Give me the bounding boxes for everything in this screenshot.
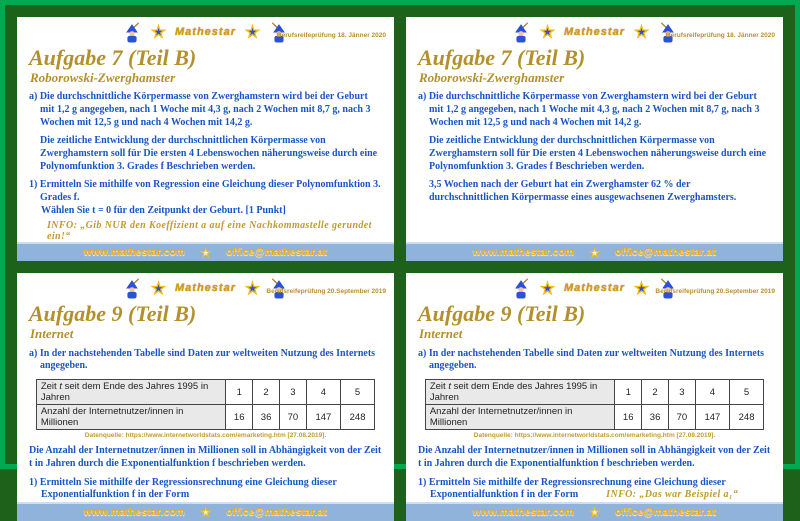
table-cell: 1 [615,380,642,405]
task-question [29,179,382,217]
question-line1: 1) Ermitteln Sie mithilfe der Regressionsrechnung eine Gleichung dieser [29,476,337,488]
table-cell: 248 [340,405,374,430]
table-cell: 2 [642,380,669,405]
question-line2: Wählen Sie t = 0 für den Zeitpunkt der Geburt. [1 Punkt] [41,204,286,216]
task-intro: a) In der nachstehenden Tabelle sind Daten zur weltweiten Nutzung des Internets angegeben. [29,347,376,372]
table-cell: 5 [729,380,763,405]
table-cell: 70 [280,405,307,430]
table-cell: 3 [280,380,307,405]
task-description: Die zeitliche Entwicklung der durchschnittlichen Körpermasse von Zwerghamstern soll für Die ersten 4 Lebenswochen näherungsweise durch eine Polynomfunktion 3. Grades f Beschrieben werden. [429,135,767,172]
table-cell: 36 [253,405,280,430]
table-cell: 16 [615,405,642,430]
star-icon [588,246,601,259]
table-cell: 1 [226,380,253,405]
email-link[interactable]: office@mathestar.at [226,506,328,518]
star-icon [244,280,261,297]
card-subtitle: Roborowski-Zwerghamster [419,70,565,85]
table-cell: 4 [695,380,729,405]
website-link[interactable]: www.mathestar.com [83,506,186,518]
table-cell: 3 [669,380,696,405]
star-icon [633,280,650,297]
star-icon [150,24,167,41]
star-icon [539,24,556,41]
card-title: Aufgabe 9 (Teil B) [418,301,586,327]
data-table [425,379,764,430]
wizard-icon [511,277,531,300]
exam-date: Berufsreifeprüfung 20.September 2019 [655,288,775,296]
star-icon [150,280,167,297]
task-statement: 3,5 Wochen nach der Geburt hat ein Zwerghamster 62 % der durchschnittlichen Körpermasse eines ausgewachsenen Zwerghamsters. [429,179,737,204]
card-subtitle: Internet [30,326,74,342]
task-card-aufgabe9-a [17,273,394,520]
table-cell: 70 [669,405,696,430]
card-footer [17,502,394,521]
email-link[interactable]: office@mathestar.at [226,247,328,259]
exam-date: Berufsreifeprüfung 18. Jänner 2020 [665,32,775,39]
exam-date: Berufsreifeprüfung 20.September 2019 [266,288,386,296]
card-subtitle: Internet [419,326,463,342]
table-cell: 2 [253,380,280,405]
table-row [36,405,374,430]
task-intro: a) Die durchschnittliche Körpermasse von Zwerghamstern wird bei der Geburt mit 1,2 g angegeben, nach 1 Woche mit 4,3 g, nach 2 Wochen mit 8,7 g, nach 3 Wochen mit 12,5 g und nach 4 Wochen mit 14,2 g. [29,91,371,128]
task-intro: a) Die durchschnittliche Körpermasse von Zwerghamstern wird bei der Geburt mit 1,2 g angegeben, nach 1 Woche mit 4,3 g, nach 2 Wochen mit 8,7 g, nach 3 Wochen mit 12,5 g und nach 4 Wochen mit 14,2 g. [418,91,760,128]
website-link[interactable]: www.mathestar.com [472,247,575,259]
row-label: Anzahl der Internetnutzer/innen in Millionen [36,405,225,430]
info-note: INFO: „Das war Beispiel a₁“ [606,489,739,501]
question-line2: Exponentialfunktion f in der Form INFO: „Das war Beispiel a₁“ [430,489,739,501]
table-row [425,405,763,430]
table-cell: 147 [306,405,340,430]
logo-text: Mathestar [175,26,236,38]
star-icon [633,24,650,41]
task-card-aufgabe7-b [406,17,783,261]
card-title: Aufgabe 7 (Teil B) [418,45,586,70]
card-footer [17,242,394,261]
wizard-icon [122,277,142,300]
task-description: Die Anzahl der Internetnutzer/innen in Millionen soll in Abhängigkeit von der Zeit t in Jahren durch die Exponentialfunktion f beschrieben werden. [418,445,771,469]
wizard-icon [511,21,531,44]
logo-text: Mathestar [564,26,625,38]
table-cell: 16 [226,405,253,430]
task-intro: a) In der nachstehenden Tabelle sind Daten zur weltweiten Nutzung des Internets angegeben. [418,347,765,372]
task-description: Die zeitliche Entwicklung der durchschnittlichen Körpermasse von Zwerghamstern soll für Die ersten 4 Lebenswochen näherungsweise durch eine Polynomfunktion 3. Grades f Beschrieben werden. [40,135,378,172]
data-table [36,379,375,430]
task-question [29,477,382,502]
task-question [418,477,771,502]
website-link[interactable]: www.mathestar.com [472,506,575,518]
table-cell: 5 [340,380,374,405]
row-label: Anzahl der Internetnutzer/innen in Millionen [425,405,614,430]
row-label: Zeit t seit dem Ende des Jahres 1995 in Jahren [425,380,614,405]
table-row [425,380,763,405]
star-icon [199,246,212,259]
card-footer [406,242,783,261]
email-link[interactable]: office@mathestar.at [615,506,717,518]
star-icon [244,24,261,41]
table-cell: 147 [695,405,729,430]
star-icon [199,506,212,519]
card-footer [406,502,783,521]
wizard-icon [122,21,142,44]
task-card-aufgabe9-b [406,273,783,520]
card-grid [5,5,795,518]
info-note: INFO: „Gib NUR den Koeffizient a auf eine Nachkommastelle gerundet ein!“ [47,220,372,243]
logo-text: Mathestar [564,282,625,295]
question-line2: Exponentialfunktion f in der Form [41,489,190,501]
row-label: Zeit t seit dem Ende des Jahres 1995 in Jahren [36,380,225,405]
card-subtitle: Roborowski-Zwerghamster [30,70,176,85]
task-card-aufgabe7-a [17,17,394,261]
table-cell: 36 [642,405,669,430]
website-link[interactable]: www.mathestar.com [83,247,186,259]
star-icon [588,506,601,519]
exam-date: Berufsreifeprüfung 18. Jänner 2020 [276,32,386,39]
table-row [36,380,374,405]
card-title: Aufgabe 9 (Teil B) [29,301,197,327]
table-cell: 4 [306,380,340,405]
data-source: Datenquelle: https://www.internetworldstats.com/emarketing.htm [27.08.2019]. [473,432,716,440]
card-title: Aufgabe 7 (Teil B) [29,45,197,70]
star-icon [539,280,556,297]
question-line1: 1) Ermitteln Sie mithilfe der Regressionsrechnung eine Gleichung dieser [418,476,726,488]
email-link[interactable]: office@mathestar.at [615,247,717,259]
logo-text: Mathestar [175,282,236,295]
task-description: Die Anzahl der Internetnutzer/innen in Millionen soll in Abhängigkeit von der Zeit t in Jahren durch die Exponentialfunktion f beschrieben werden. [29,445,382,469]
table-cell: 248 [729,405,763,430]
data-source: Datenquelle: https://www.internetworldstats.com/emarketing.htm [27.08.2019]. [84,432,327,440]
question-line1: 1) Ermitteln Sie mithilfe von Regression eine Gleichung dieser Polynomfunktion 3. Grades f. [29,179,381,204]
